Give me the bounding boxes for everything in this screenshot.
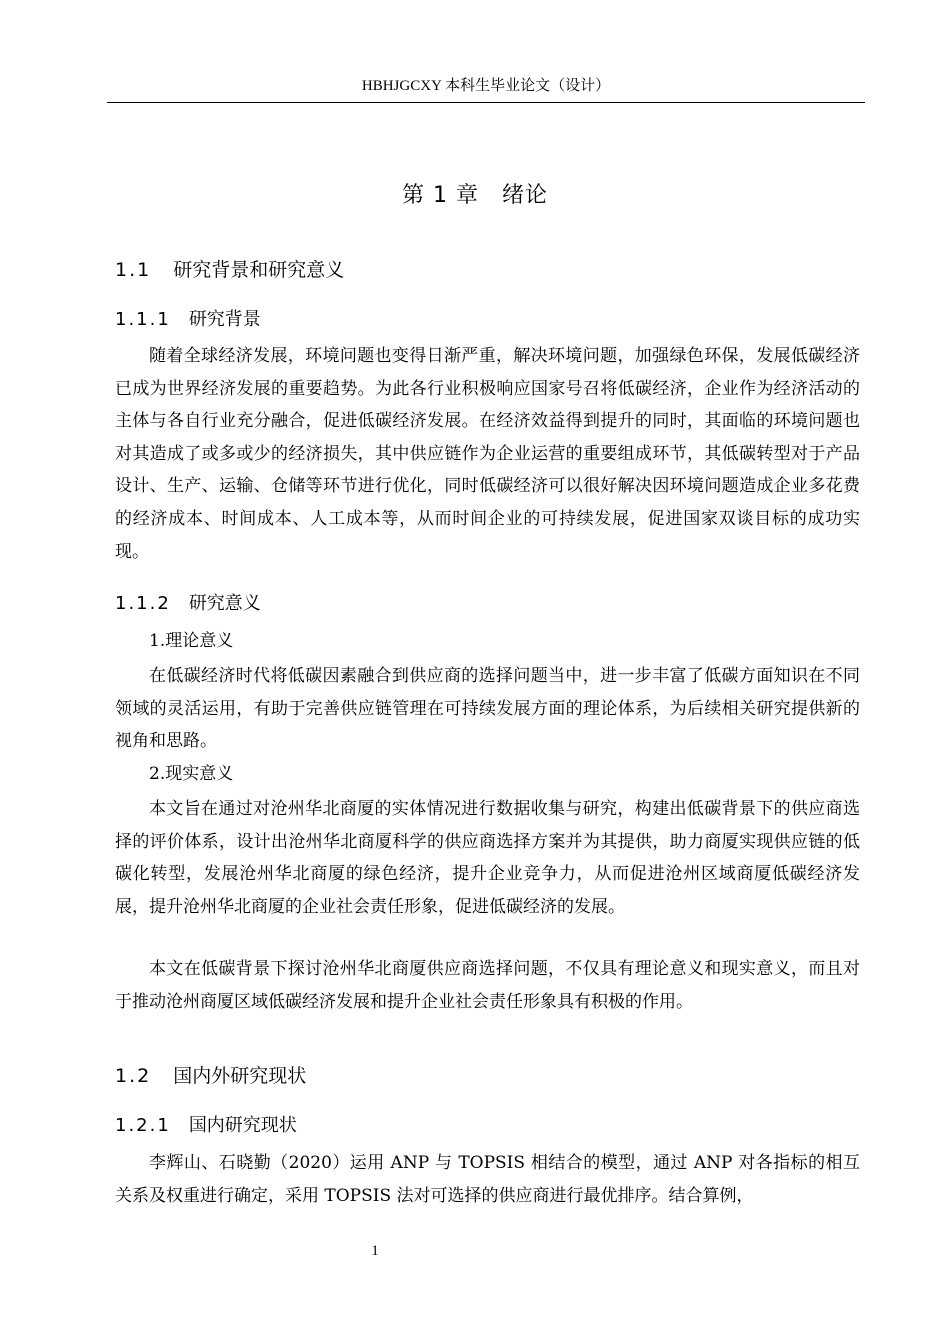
paragraph-background: 随着全球经济发展，环境问题也变得日渐严重，解决环境问题，加强绿色环保，发展低碳经济已成为世界经济发展的重要趋势。为此各行业积极响应国家号召将低碳经济，企业作为经济活动的主体与各自行业充分融合，促进低碳经济发展。在经济效益得到提升的同时，其面临的环境问题也对其造成了或多或少的经济损失，其中供应链作为企业运营的重要组成环节，其低碳转型对于产品设计、生产、运输、仓储等环节进行优化，同时低碳经济可以很好解决因环境问题造成企业多花费的经济成本、时间成本、人工成本等，从而时间企业的可持续发展，促进国家双谈目标的成功实现。	[115, 346, 860, 562]
chapter-title: 第 1 章 绪论	[402, 183, 548, 208]
section-title: 研究背景和研究意义	[173, 259, 345, 281]
paragraph-theory: 在低碳经济时代将低碳因素融合到供应商的选择问题当中，进一步丰富了低碳方面知识在不同领域的灵活运用，有助于完善供应链管理在可持续发展方面的理论体系，为后续相关研究提供新的视角和思路。	[115, 666, 860, 752]
section-1-1-2-heading	[115, 589, 261, 615]
paragraph-practice: 本文旨在通过对沧州华北商厦的实体情况进行数据收集与研究，构建出低碳背景下的供应商选择的评价体系，设计出沧州华北商厦科学的供应商选择方案并为其提供，助力商厦实现供应链的低碳化转型，发展沧州华北商厦的绿色经济，提升企业竞争力，从而促进沧州区域商厦低碳经济发展，提升沧州华北商厦的企业社会责任形象，促进低碳经济的发展。	[115, 799, 860, 917]
section-title: 研究意义	[188, 593, 261, 614]
paragraph-domestic-research: 李辉山、石晓勤（2020）运用 ANP 与 TOPSIS 相结合的模型，通过 ANP 对各指标的相互关系及权重进行确定，采用 TOPSIS 法对可选择的供应商进行最优排序。结合算例，	[115, 1153, 860, 1206]
page-header: HBHJGCXY 本科生毕业论文（设计）	[107, 70, 865, 103]
section-1-2-1-heading	[115, 1111, 297, 1137]
section-number: 1.2	[115, 1065, 152, 1087]
theory-significance-label: 1.理论意义	[149, 631, 234, 651]
practical-significance-label: 2.现实意义	[149, 764, 234, 784]
paragraph-summary: 本文在低碳背景下探讨沧州华北商厦供应商选择问题，不仅具有理论意义和现实意义，而且对于推动沧州商厦区域低碳经济发展和提升企业社会责任形象具有积极的作用。	[115, 959, 860, 1012]
section-title: 国内外研究现状	[173, 1065, 307, 1087]
section-1-2-heading	[115, 1061, 306, 1088]
section-number: 1.1.2	[115, 593, 171, 614]
section-number: 1.1.1	[115, 309, 171, 330]
section-title: 研究背景	[188, 309, 261, 330]
section-1-1-1-heading	[115, 305, 261, 331]
page-number: 1	[371, 1243, 379, 1259]
section-number: 1.1	[115, 259, 152, 281]
section-title: 国内研究现状	[188, 1115, 297, 1136]
section-number: 1.2.1	[115, 1115, 171, 1136]
section-1-1-heading	[115, 255, 344, 282]
